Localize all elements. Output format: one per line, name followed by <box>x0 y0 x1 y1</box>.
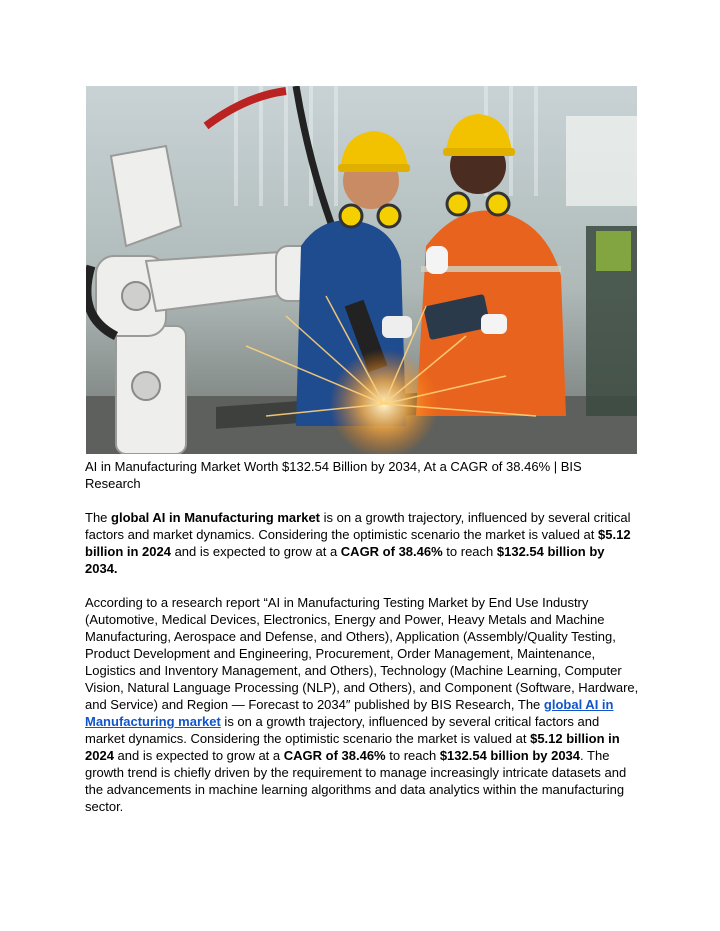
factory-photo-icon <box>86 86 637 454</box>
text-run: and is expected to grow at a <box>170 544 341 559</box>
article-body <box>85 458 640 815</box>
text-run: According to a research report “AI in Manufacturing Testing Market by End Use Industry (Automotive, Medical Devices, Electronics, Energy and Power, Heavy Metals and Machine Manufacturing, Aerospace and Defense, and Others), Application (Assembly/Quality Testing, Product Development and Engineering, Procurement, Order Management, Maintenance, Logistics and Inventory Management, and Others), Technology (Machine Learning, Computer Vision, Natural Language Processing (NLP), and Others), and Component (Software, Hardware, and Service) and Region — Forecast to 2034″ published by BIS Research, The <box>85 595 639 712</box>
text-run: is on a growth trajectory, influenced by several critical factors and market dynamics. Considering the optimistic scenario the market is valued at <box>85 714 600 746</box>
bold-market-value: $5.12 billion in 2024 <box>85 527 631 559</box>
bold-cagr: CAGR of 38.46% <box>340 544 443 559</box>
text-run: to reach <box>385 748 440 763</box>
image-caption: AI in Manufacturing Market Worth $132.54 Billion by 2034, At a CAGR of 38.46% | BIS Research <box>85 459 582 491</box>
text-run: and is expected to grow at a <box>113 748 284 763</box>
report-paragraph <box>85 594 640 815</box>
bold-market-name: global AI in Manufacturing market <box>111 510 320 525</box>
text-run: . The growth trend is chiefly driven by the requirement to manage increasingly intricate datasets and the advancements in machine learning algorithms and data analytics within the manufacturing sector. <box>85 748 627 814</box>
text-run: to reach <box>442 544 497 559</box>
text-run: is on a growth trajectory, influenced by several critical factors and market dynamics. Considering the optimistic scenario the market is valued at <box>85 510 631 542</box>
bold-cagr: CAGR of 38.46% <box>283 748 386 763</box>
bold-forecast-value: $132.54 billion by 2034 <box>439 748 581 763</box>
market-report-link[interactable]: global AI in Manufacturing market <box>85 697 614 729</box>
hero-image <box>86 86 637 454</box>
bold-market-value: $5.12 billion in 2024 <box>85 731 620 763</box>
summary-paragraph <box>85 509 640 577</box>
bold-forecast-value: $132.54 billion by 2034. <box>85 544 605 576</box>
text-run: The <box>85 510 112 525</box>
